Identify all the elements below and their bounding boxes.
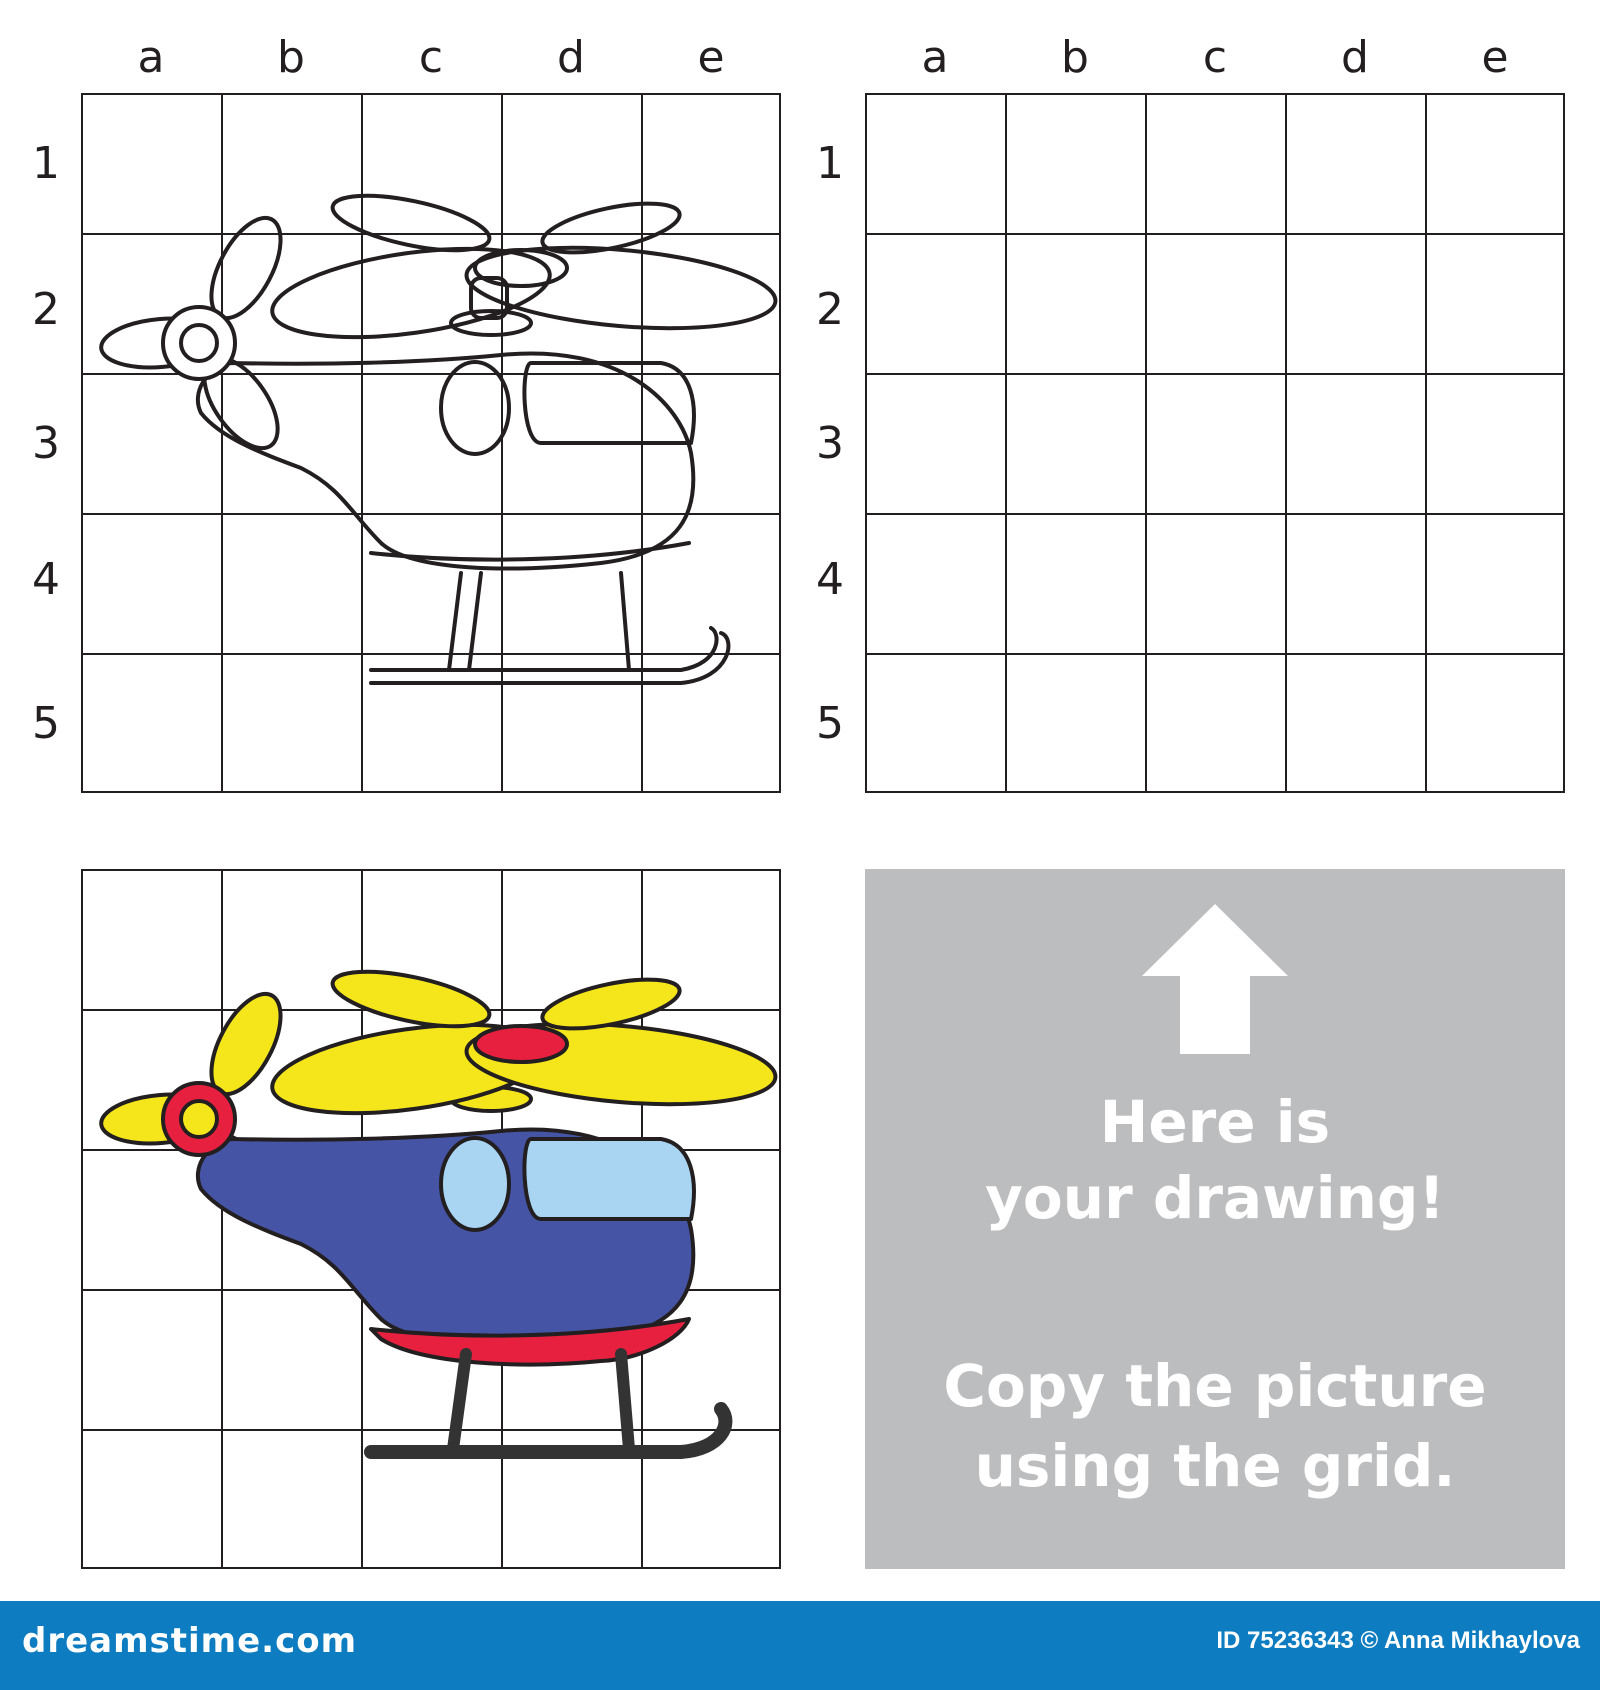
column-label-c-right: c: [1202, 32, 1228, 83]
column-label-c-left: c: [418, 32, 444, 83]
column-label-b-left: b: [277, 32, 305, 83]
row-label-4-right: 4: [816, 554, 844, 605]
column-label-e-right: e: [1481, 32, 1509, 83]
row-label-5-right: 5: [816, 698, 844, 749]
column-label-a-left: a: [137, 32, 165, 83]
row-label-4-left: 4: [32, 554, 60, 605]
row-label-3-right: 3: [816, 418, 844, 469]
column-label-e-left: e: [697, 32, 725, 83]
instruction-panel: [865, 869, 1565, 1569]
column-label-a-right: a: [921, 32, 949, 83]
row-label-3-left: 3: [32, 418, 60, 469]
row-label-2-left: 2: [32, 284, 60, 335]
column-label-d-left: d: [557, 32, 585, 83]
column-label-b-right: b: [1061, 32, 1089, 83]
blank-drawing-grid[interactable]: [865, 93, 1565, 793]
row-label-1-right: 1: [816, 138, 844, 189]
footer-site-link[interactable]: dreamstime.com: [22, 1621, 358, 1661]
helicopter-color-drawing: [81, 869, 781, 1569]
instruction-line-1: Copy the picture: [943, 1352, 1487, 1420]
row-label-2-right: 2: [816, 284, 844, 335]
row-label-5-left: 5: [32, 698, 60, 749]
arrow-up-icon: [1140, 904, 1290, 1054]
heading-line-2: your drawing!: [985, 1164, 1445, 1232]
heading-line-1: Here is: [1099, 1088, 1331, 1156]
footer-credit: ID 75236343 © Anna Mikhaylova: [1216, 1627, 1580, 1654]
row-label-1-left: 1: [32, 138, 60, 189]
instruction-line-2: using the grid.: [974, 1432, 1456, 1500]
footer-bar: [0, 1601, 1600, 1690]
column-label-d-right: d: [1341, 32, 1369, 83]
helicopter-outline-drawing: [81, 93, 781, 793]
